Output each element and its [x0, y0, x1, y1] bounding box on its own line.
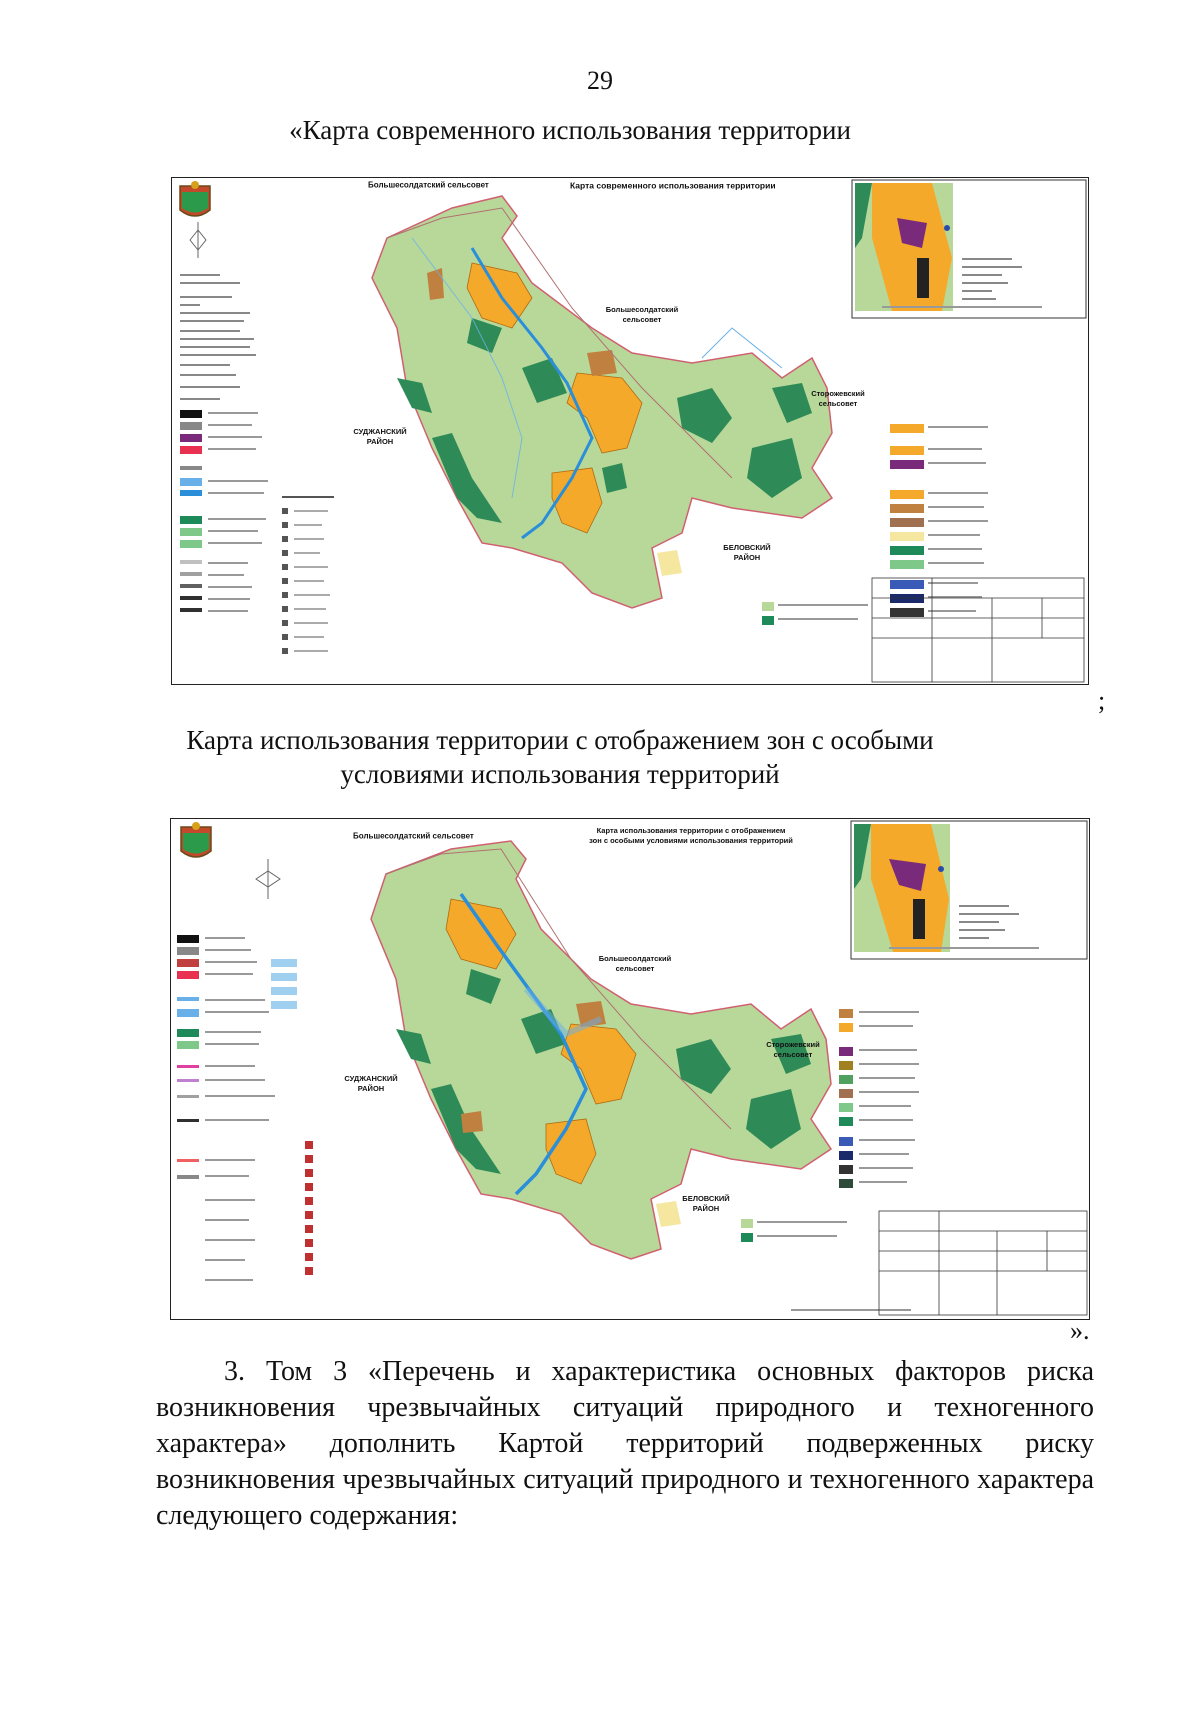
map2-caption	[0, 723, 1160, 791]
map2-label-east-1: Сторожевский	[766, 1040, 820, 1049]
map1-label-south-1: БЕЛОВСКИЙ	[723, 543, 771, 552]
separator-semicolon: ;	[1098, 686, 1106, 715]
map2-label-west-1: СУДЖАНСКИЙ	[344, 1074, 398, 1083]
map2-inset	[851, 821, 1087, 959]
map1-label-west-2: РАЙОН	[366, 437, 394, 446]
body-paragraph	[156, 1354, 1094, 1534]
coat-of-arms-emblem	[181, 822, 211, 857]
map2-label-center-2: сельсовет	[615, 964, 655, 973]
map2-figure	[170, 818, 1090, 1320]
map2-label-south-1: БЕЛОВСКИЙ	[682, 1194, 730, 1203]
map1-label-east-2: сельсовет	[818, 399, 858, 408]
map2-label-south-2: РАЙОН	[692, 1204, 720, 1213]
closing-quote: ».	[1070, 1316, 1090, 1345]
page-number: 29	[587, 66, 613, 95]
map1-label-center-2: сельсовет	[622, 315, 662, 324]
map2-label-east-2: сельсовет	[773, 1050, 813, 1059]
map1-label-east-1: Сторожевский	[811, 389, 865, 398]
map2-caption-line1: Карта использования территории с отображением зон с особыми	[186, 725, 934, 755]
map2-label-west-2: РАЙОН	[357, 1084, 385, 1093]
map1-label-north: Большесолдатский сельсовет	[368, 180, 489, 190]
map2-title-line2: зон с особыми условиями использования территорий	[589, 836, 793, 845]
map1-figure	[171, 177, 1089, 685]
map2-label-north: Большесолдатский сельсовет	[353, 831, 474, 841]
map1-title-block	[872, 578, 1084, 682]
map1-inset	[852, 180, 1086, 318]
coat-of-arms-emblem	[180, 181, 210, 216]
map1-legend	[172, 178, 342, 684]
map1-label-center-1: Большесолдатский	[605, 305, 679, 314]
paragraph-text: 3. Том 3 «Перечень и характеристика основных факторов риска возникновения чрезвычайных ситуаций природного и техногенного характера» дополнить Картой территорий подверженных риску возникновения чрезвычайных ситуаций природного и техногенного характера следующего содержания:	[156, 1356, 1094, 1531]
compass-rose-icon	[256, 859, 280, 899]
map1-caption: «Карта современного использования территории	[289, 115, 851, 145]
map2-label-center-1: Большесолдатский	[598, 954, 672, 963]
map1-label-west-1: СУДЖАНСКИЙ	[353, 427, 407, 436]
map2-caption-line2: условиями использования территорий	[340, 759, 780, 789]
map1-label-south-2: РАЙОН	[733, 553, 761, 562]
map2-title-block	[879, 1211, 1087, 1315]
map2-legend	[177, 822, 313, 1281]
map1-title: Карта современного использования территории	[570, 180, 776, 191]
map2-title-line1: Карта использования территории с отображением	[596, 826, 786, 835]
map2-territory	[371, 841, 831, 1259]
